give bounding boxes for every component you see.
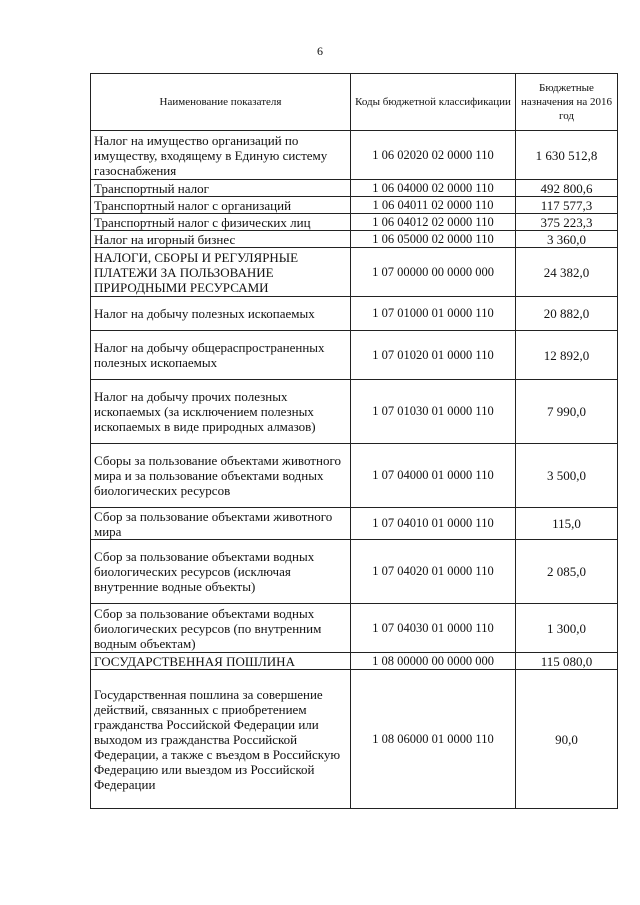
row-name: НАЛОГИ, СБОРЫ И РЕГУЛЯРНЫЕ ПЛАТЕЖИ ЗА ПОЛЬЗОВАНИЕ ПРИРОДНЫМИ РЕСУРСАМИ (91, 248, 351, 297)
table-row (91, 444, 618, 508)
table-row (91, 180, 618, 197)
row-code: 1 07 00000 00 0000 000 (351, 248, 516, 297)
budget-table (90, 73, 618, 809)
row-code: 1 06 04011 02 0000 110 (351, 197, 516, 214)
row-amount: 2 085,0 (516, 540, 618, 604)
row-name: Транспортный налог (91, 180, 351, 197)
row-amount: 12 892,0 (516, 331, 618, 380)
row-code: 1 07 04020 01 0000 110 (351, 540, 516, 604)
row-name: Транспортный налог с физических лиц (91, 214, 351, 231)
table-header-row (91, 74, 618, 131)
row-name: Налог на имущество организаций по имуществу, входящему в Единую систему газоснабжения (91, 131, 351, 180)
row-amount: 117 577,3 (516, 197, 618, 214)
row-code: 1 06 02020 02 0000 110 (351, 131, 516, 180)
table-row (91, 331, 618, 380)
table-row (91, 380, 618, 444)
row-code: 1 07 01030 01 0000 110 (351, 380, 516, 444)
row-name: Сборы за пользование объектами животного мира и за пользование объектами водных биологических ресурсов (91, 444, 351, 508)
row-amount: 3 500,0 (516, 444, 618, 508)
row-name: Налог на добычу прочих полезных ископаемых (за исключением полезных ископаемых в виде природных алмазов) (91, 380, 351, 444)
row-code: 1 06 04000 02 0000 110 (351, 180, 516, 197)
header-amount: Бюджетные назначения на 2016 год (516, 74, 618, 131)
row-code: 1 07 01000 01 0000 110 (351, 297, 516, 331)
row-amount: 375 223,3 (516, 214, 618, 231)
table-row (91, 540, 618, 604)
row-amount: 115,0 (516, 508, 618, 540)
table-row (91, 214, 618, 231)
row-code: 1 06 05000 02 0000 110 (351, 231, 516, 248)
header-code: Коды бюджетной классификации (351, 74, 516, 131)
row-name: Сбор за пользование объектами животного мира (91, 508, 351, 540)
row-name: ГОСУДАРСТВЕННАЯ ПОШЛИНА (91, 653, 351, 670)
table-row (91, 197, 618, 214)
header-name: Наименование показателя (91, 74, 351, 131)
row-amount: 20 882,0 (516, 297, 618, 331)
row-name: Государственная пошлина за совершение действий, связанных с приобретением гражданства Российской Федерации или выходом из гражданства Российской Федерации, а также с въездом в Российскую Федерацию или выездом из Российской Федерации (91, 670, 351, 809)
table-row (91, 131, 618, 180)
row-name: Транспортный налог с организаций (91, 197, 351, 214)
row-amount: 7 990,0 (516, 380, 618, 444)
row-name: Налог на добычу общераспространенных полезных ископаемых (91, 331, 351, 380)
table-row (91, 231, 618, 248)
row-code: 1 07 04030 01 0000 110 (351, 604, 516, 653)
row-amount: 115 080,0 (516, 653, 618, 670)
table-row (91, 508, 618, 540)
row-amount: 492 800,6 (516, 180, 618, 197)
table-row (91, 653, 618, 670)
row-code: 1 08 00000 00 0000 000 (351, 653, 516, 670)
row-name: Налог на добычу полезных ископаемых (91, 297, 351, 331)
row-code: 1 07 04000 01 0000 110 (351, 444, 516, 508)
table-row (91, 297, 618, 331)
row-amount: 1 300,0 (516, 604, 618, 653)
row-name: Налог на игорный бизнес (91, 231, 351, 248)
row-code: 1 08 06000 01 0000 110 (351, 670, 516, 809)
row-code: 1 06 04012 02 0000 110 (351, 214, 516, 231)
row-code: 1 07 01020 01 0000 110 (351, 331, 516, 380)
row-name: Сбор за пользование объектами водных биологических ресурсов (исключая внутренние водные объекты) (91, 540, 351, 604)
table-row (91, 248, 618, 297)
row-name: Сбор за пользование объектами водных биологических ресурсов (по внутренним водным объектам) (91, 604, 351, 653)
page-number: 6 (317, 44, 323, 58)
row-code: 1 07 04010 01 0000 110 (351, 508, 516, 540)
row-amount: 90,0 (516, 670, 618, 809)
table-row (91, 604, 618, 653)
row-amount: 24 382,0 (516, 248, 618, 297)
row-amount: 1 630 512,8 (516, 131, 618, 180)
row-amount: 3 360,0 (516, 231, 618, 248)
table-row (91, 670, 618, 809)
